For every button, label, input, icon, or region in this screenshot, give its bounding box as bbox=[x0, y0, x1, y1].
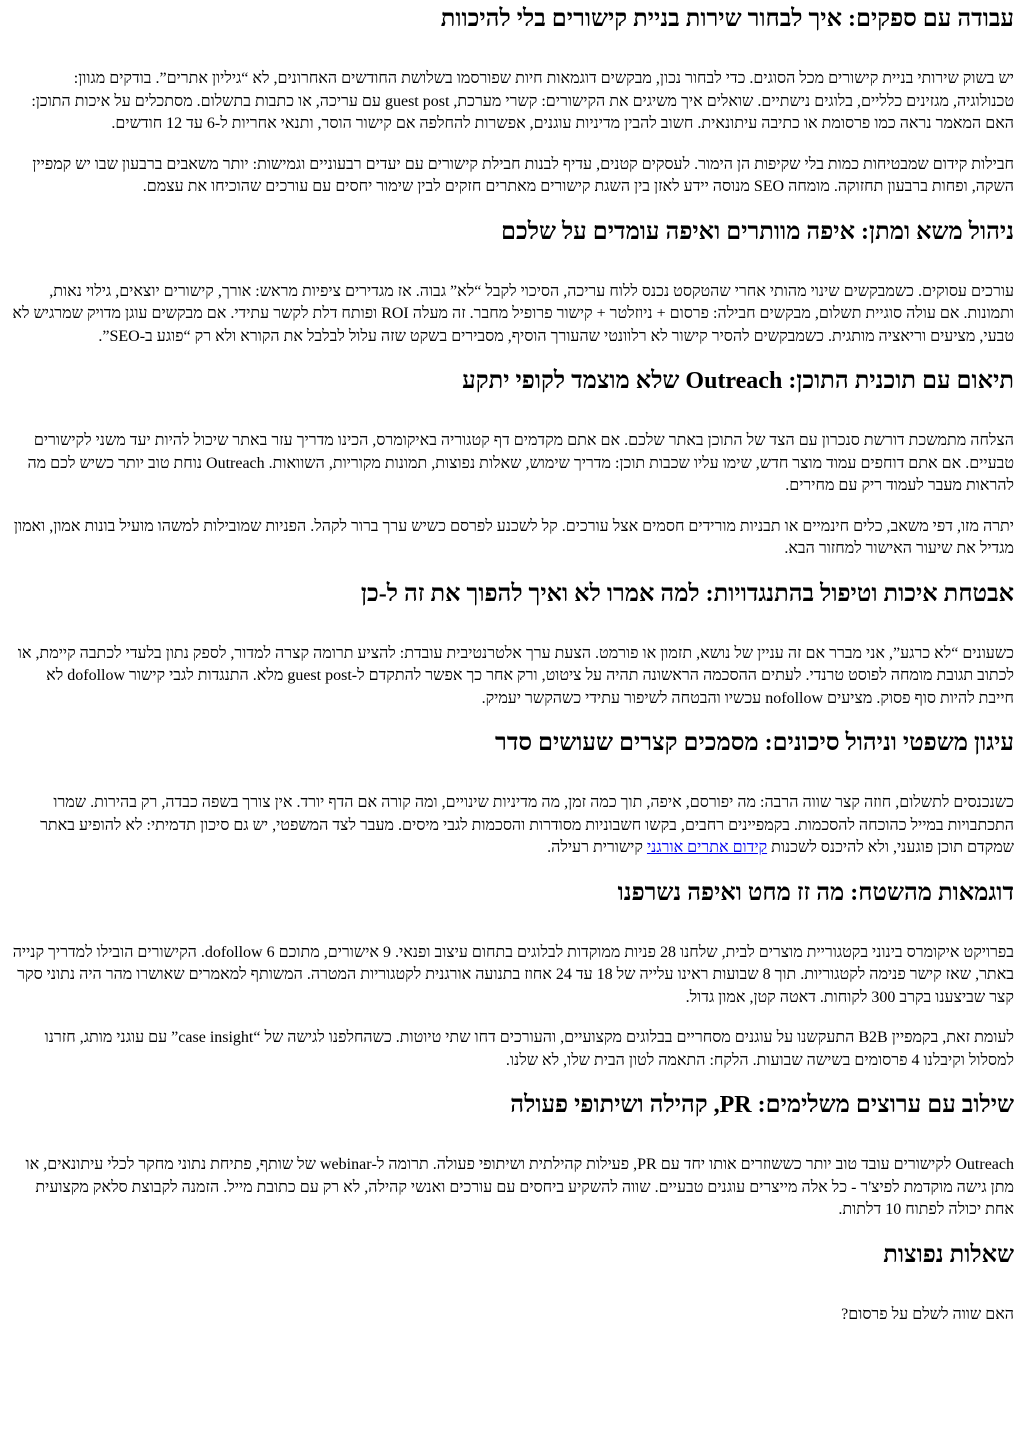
paragraph-text: כשנכנסים לתשלום, חוזה קצר שווה הרבה: מה יפורסם, איפה, תוך כמה זמן, מה מדיניות שינויים, ומה קורה אם הדף יורד. אין צורך בשפה כבדה, רק בהירות. שמרו התכתבויות במייל כהוכחה להסכמות. בקמפיינים רחבים, בקשו חשבוניות מסודרות והסכמות לגבי מיסים. מעבר לצד המשפטי, יש גם סיכון תדמיתי: לא להופיע באתר שמקדם תוכן פוגעני, ולא להיכנס לשכנות bbox=[40, 794, 1014, 856]
paragraph: לעומת זאת, בקמפיין B2B התעקשנו על עוגנים מסחריים בבלוגים מקצועיים, והעורכים דחו שתי טיוטות. כשהחלפנו לגישה של “case insight” עם עוגני מותג, חזרנו למסלול וקיבלנו 4 פרסומים בשישה שבועות. הלקח: התאמה לטון הבית שלו, לא שלנו. bbox=[44, 1029, 1014, 1069]
section-heading: תיאום עם תוכנית התוכן: Outreach שלא מוצמד לקופי יתקע bbox=[462, 368, 1014, 394]
section-heading: עבודה עם ספקים: איך לבחור שירות בניית קישורים בלי להיכוות bbox=[440, 6, 1014, 32]
paragraph: יתרה מזו, דפי משאב, כלים חינמיים או תבניות מורידים חסמים אצל עורכים. קל לשכנע לפרסם כשיש ערך ברור לקהל. הפניות שמובילות למשהו מועיל בונות אמון, ואמון מגדיל את שיעור האישור למחזור הבא. bbox=[13, 517, 1014, 557]
section-channels bbox=[12, 1090, 1014, 1222]
paragraph: חבילות קידום שמבטיחות כמות בלי שקיפות הן הימור. לעסקים קטנים, עדיף לבנות חבילת קישורים עם יעדים רבעוניים וגמישות: יותר משאבים ברבעון שבו יש קמפיין השקה, ופחות ברבעון תחזוקה. מומחה SEO מנוסה יידע לאזן בין השגת קישורים מאתרים חזקים לבין שימור יחסים עם עורכים שהוכיחו את עצמם. bbox=[32, 155, 1014, 195]
organic-seo-link[interactable]: קידום אתרים אורגני bbox=[646, 839, 768, 856]
paragraph: יש בשוק שירותי בניית קישורים מכל הסוגים. כדי לבחור נכון, מבקשים דוגמאות חיות שפורסמו בשלושת החודשים האחרונים, לא “גיליון אתרים”. בודקים מגוון: טכנולוגיה, מגזינים כלליים, בלוגים נישתיים. שואלים איך משיגים את הקישורים: קשרי מערכת, guest post עם עריכה, או כתבות בתשלום. מסתכלים על איכות התוכן: האם המאמר נראה כמו פרסומת או כתיבה עיתונאית. חשוב להבין מדיניות עוגנים, אפשרות להחלפה אם קישור הוסר, ותנאי אחריות ל-6 עד 12 חודשים. bbox=[31, 70, 1014, 132]
paragraph: הצלחה מתמשכת דורשת סנכרון עם הצד של התוכן באתר שלכם. אם אתם מקדמים דף קטגוריה באיקומרס, הכינו מדריך עזר באתר שיכול להיות יעד משני לקישורים טבעיים. אם אתם דוחפים עמוד מוצר חדש, שימו עליו שכבות תוכן: מדריך שימוש, שאלות נפוצות, תמונות מקוריות, השוואות. Outreach נוחת טוב יותר כשיש לכם מה להראות מעבר לעמוד ריק עם מחירים. bbox=[27, 432, 1014, 494]
section-heading: ניהול משא ומתן: איפה מוותרים ואיפה עומדים על שלכם bbox=[501, 218, 1014, 245]
section-heading: אבטחת איכות וטיפול בהתנגדויות: למה אמרו לא ואיך להפוך את זה ל-כן bbox=[360, 580, 1014, 607]
paragraph-text: קישורית רעילה. bbox=[547, 839, 647, 856]
section-negotiation bbox=[12, 217, 1014, 349]
section-heading: שאלות נפוצות bbox=[883, 1241, 1014, 1268]
section-heading: עיגון משפטי וניהול סיכונים: מסמכים קצרים שעושים סדר bbox=[495, 730, 1014, 756]
section-vendors bbox=[12, 4, 1014, 199]
section-faq bbox=[12, 1240, 1014, 1327]
paragraph bbox=[12, 792, 1014, 860]
section-examples bbox=[12, 878, 1014, 1073]
section-objections bbox=[12, 579, 1014, 711]
section-heading: שילוב עם ערוצים משלימים: PR, קהילה ושיתופי פעולה bbox=[510, 1092, 1014, 1118]
section-content-plan bbox=[12, 366, 1014, 561]
paragraph: עורכים עסוקים. כשמבקשים שינוי מהותי אחרי שהטקסט נכנס ללוח עריכה, הסיכוי לקבל “לא” גבוה. אז מגדירים ציפיות מראש: אורך, קישורים יוצאים, גילוי נאות, ותמונות. אם עולה סוגיית תשלום, מבקשים חבילה: פרסום + ניוזלטר + קישור פרופיל מחבר. זה מעלה ROI ופותח דלת לקשר עתידי. אם מבקשים עוגן מדויק שמרגיש לא טבעי, מציעים וריאציה מותגית. כשמבקשים להסיר קישור לא רלוונטי שהעורך הוסיף, מסבירים בשקט שזה עלול לבלבל את הקורא ולא רק “פוגע ב-SEO”. bbox=[12, 282, 1014, 345]
paragraph: Outreach לקישורים עובד טוב יותר כששוזרים אותו יחד עם PR, פעילות קהילתית ושיתופי פעולה. תרומה ל-webinar של שותף, פתיחת נתוני מחקר לכלי עיתונאים, או מתן גישה מוקדמת לפיצ'ר - כל אלה מייצרים עוגנים טבעיים. שווה להשקיע ביחסים עם עורכים ואנשי קהילה, לא רק עם כתובת מייל. הזמנה לקבוצת סלאק מקצועית אחת יכולה לפתוח 10 דלתות. bbox=[25, 1156, 1014, 1218]
section-heading: דוגמאות מהשטח: מה זז מחט ואיפה נשרפנו bbox=[617, 879, 1014, 906]
paragraph: כשעונים “לא כרגע”, אני מברר אם זה עניין של נושא, תזמון או פורמט. הצעת ערך אלטרנטיבית עובדת: להציע תרומה קצרה למדור, לספק נתון בלעדי לכתבה קיימת, או לכתוב תגובת מומחה לפוסט טרנדי. לעתים ההסכמה הראשונה תהיה על ציטוט, ורק אחר כך אפשר להתקדם ל-guest post מלא. התנגדות לגבי קישור dofollow לא חייבת להיות סוף פסוק. מציעים nofollow עכשיו והבטחה לשיפור עתידי כשהקשר יעמיק. bbox=[17, 644, 1014, 707]
faq-question: האם שווה לשלם על פרסום? bbox=[841, 1305, 1014, 1323]
section-legal bbox=[12, 728, 1014, 860]
paragraph: בפרויקט איקומרס בינוני בקטגוריית מוצרים לבית, שלחנו 28 פניות ממוקדות לבלוגים בתחום עיצוב ופנאי. 9 אישורים, מתוכם 6 dofollow. הקישורים הובילו למדריך קנייה באתר, שאז קישר פנימה לקטגוריות. תוך 8 שבועות ראינו עלייה של 18 עד 24 אחוז בתנועה אורגנית לקטגוריות המטרה. המשותף למאמרים שאושרו מהר היה נתוני סקר קצר שביצענו בקרב 300 לקוחות. דאטה קטן, אמון גדול. bbox=[12, 943, 1014, 1006]
